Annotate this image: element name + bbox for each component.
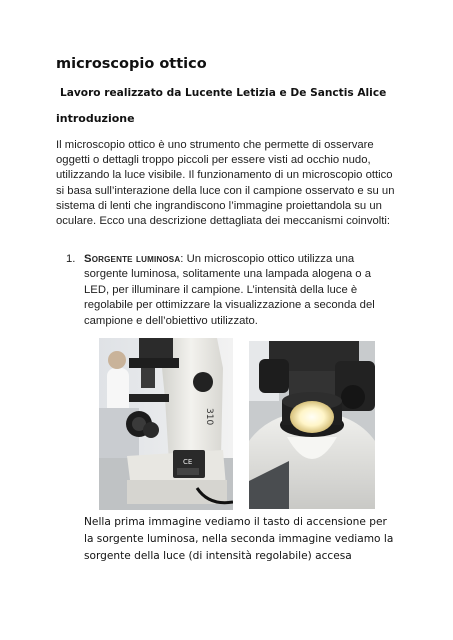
light-source-illustration [249, 341, 375, 509]
microscope-power-switch-photo [99, 338, 233, 510]
light-source-photo [249, 341, 375, 509]
intro-paragraph: Il microscopio ottico è uno strumento che permette di osservare oggetti o dettagli troppo piccoli per essere visti ad occhio nudo, utilizzando la luce visibile. Il funzionamento di un microscopio ottico si basa sull’interazione della luce con il campione osservato e su un sistema di lenti che ingrandiscono l’immagine proiettandola su un oculare. Ecco una descrizione dettagliata dei meccanismi coinvolti: [56, 139, 395, 228]
section-heading: introduzione [56, 112, 135, 125]
list-item-number: 1. [66, 253, 76, 265]
list-item-text [84, 252, 396, 329]
microscope-illustration [99, 338, 233, 510]
list-item-term: Sorgente luminosa [84, 253, 181, 265]
authors-line: Lavoro realizzato da Lucente Letizia e De Sanctis Alice [60, 87, 387, 99]
model-number-label: 310 [204, 408, 214, 426]
ce-mark: CE [183, 458, 193, 466]
list-item-description: : Un microscopio ottico utilizza una sorgente luminosa, solitamente una lampada alogena o a LED, per illuminare il campione. L’intensità della luce è regolabile per ottimizzare la visualizzazione a seconda del campione e dell’obiettivo utilizzato. [84, 253, 375, 327]
photo-caption: Nella prima immagine vediamo il tasto di accensione per la sorgente luminosa, nella seconda immagine vediamo la sorgente della luce (di intensità regolabile) accesa [84, 516, 394, 562]
document-title: microscopio ottico [56, 56, 207, 72]
